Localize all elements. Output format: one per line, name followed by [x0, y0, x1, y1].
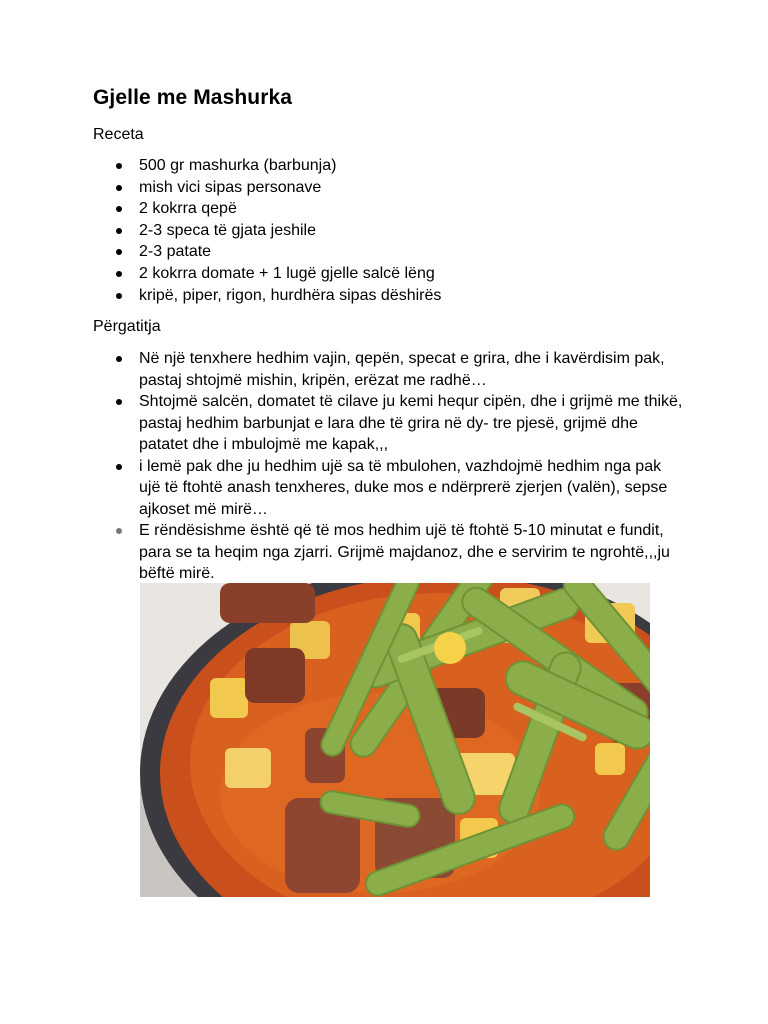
recipe-title: Gjelle me Mashurka [93, 86, 293, 109]
preparation-section-label: Përgatitja [93, 318, 161, 335]
food-photo-icon [140, 583, 650, 897]
ingredient-item: mish vici sipas personave [93, 177, 683, 199]
ingredients-list [93, 155, 683, 306]
bullet-icon [116, 228, 122, 234]
ingredient-item: 2-3 speca të gjata jeshile [93, 220, 683, 242]
bullet-icon [116, 464, 122, 470]
step-item: Në një tenxhere hedhim vajin, qepën, specat e grira, dhe i kavërdisim pak, pastaj shtojmë mishin, kripën, erëzat me radhë… [93, 348, 683, 391]
step-item: i lemë pak dhe ju hedhim ujë sa të mbulohen, vazhdojmë hedhim nga pak ujë të ftohtë anash tenxheres, duke mos e ndërprerë zjerjen (valën), sepse ajkoset më mirë… [93, 456, 683, 521]
ingredient-item: 2 kokrra domate + 1 lugë gjelle salcë lëng [93, 263, 683, 285]
step-item: E rëndësishme është që të mos hedhim ujë të ftohtë 5-10 minutat e fundit, para se ta heqim nga zjarri. Grijmë majdanoz, dhe e servirim te ngrohtë,,,ju bëftë mirë. [93, 520, 683, 585]
ingredient-item: kripë, piper, rigon, hurdhëra sipas dëshirës [93, 285, 683, 307]
bullet-icon [116, 271, 122, 277]
bullet-icon [116, 249, 122, 255]
bullet-icon [116, 356, 122, 362]
step-item: Shtojmë salcën, domatet të cilave ju kemi hequr cipën, dhe i grijmë me thikë, pastaj hedhim barbunjat e lara dhe të grira në dy- tre pjesë, grijmë dhe patatet dhe i mbulojmë me kapak,,, [93, 391, 683, 456]
ingredient-item: 500 gr mashurka (barbunja) [93, 155, 683, 177]
bullet-icon [116, 528, 122, 534]
recipe-section-label: Receta [93, 126, 144, 143]
bullet-icon [116, 399, 122, 405]
ingredient-item: 2 kokrra qepë [93, 198, 683, 220]
bullet-icon [116, 293, 122, 299]
bullet-icon [116, 185, 122, 191]
preparation-steps-list [93, 348, 683, 585]
bullet-icon [116, 206, 122, 212]
bullet-icon [116, 163, 122, 169]
ingredient-item: 2-3 patate [93, 241, 683, 263]
